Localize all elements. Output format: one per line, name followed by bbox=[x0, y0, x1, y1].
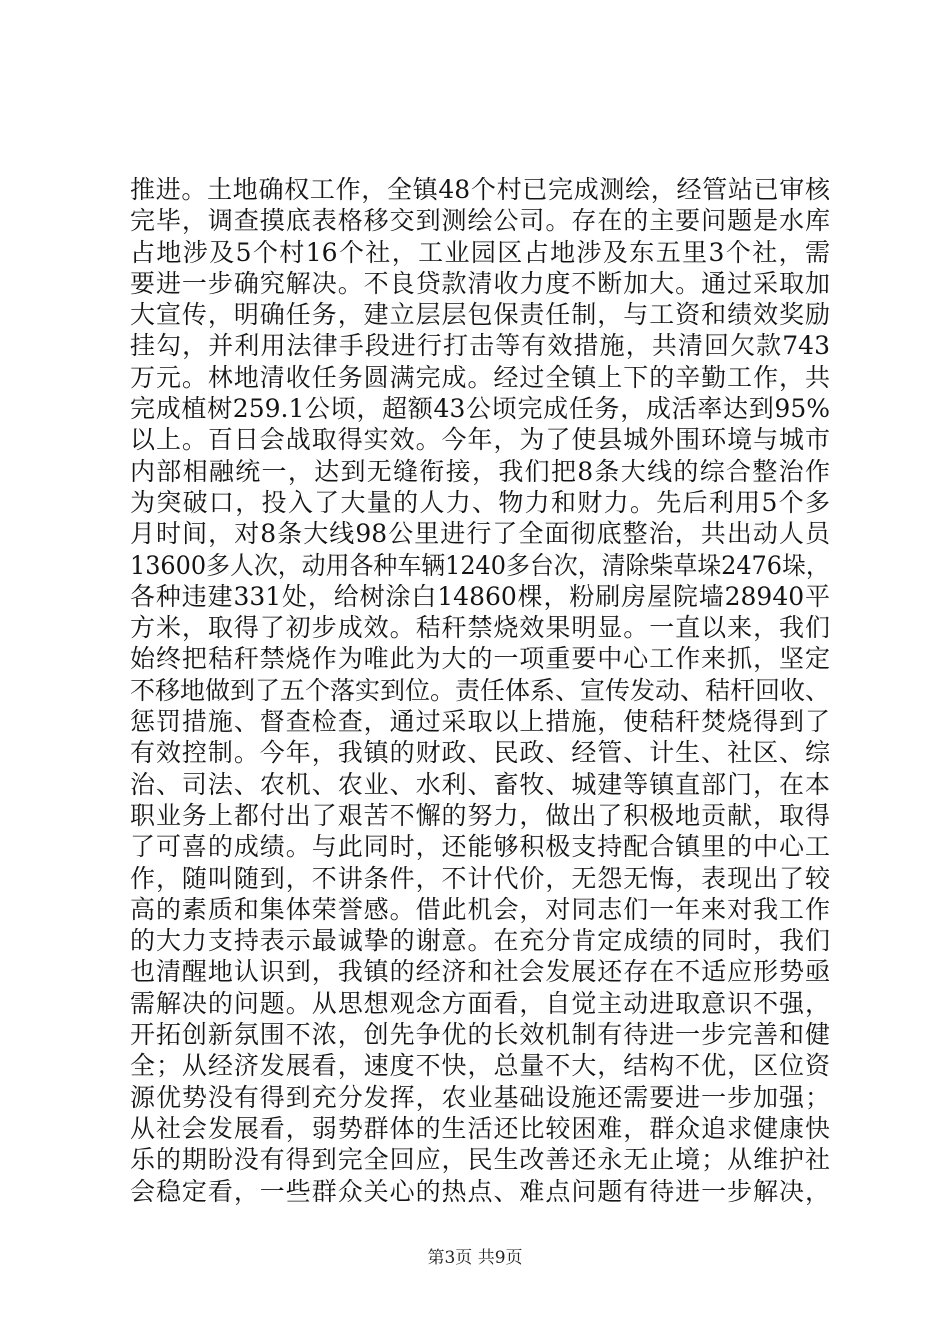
text-line: 的大力支持表示最诚挚的谢意。在充分肯定成绩的同时，我们 bbox=[130, 926, 830, 956]
text-line: 高的素质和集体荣誉感。借此机会，对同志们一年来对我工作 bbox=[130, 894, 830, 924]
text-line: 挂勾，并利用法律手段进行打击等有效措施，共清回欠款743 bbox=[130, 331, 830, 361]
text-line: 大宣传，明确任务，建立层层包保责任制，与工资和绩效奖励 bbox=[130, 300, 830, 330]
text-line: 乐的期盼没有得到完全回应，民生改善还永无止境；从维护社 bbox=[130, 1145, 830, 1175]
text-line: 需解决的问题。从思想观念方面看，自觉主动进取意识不强， bbox=[130, 988, 830, 1018]
text-line: 方米，取得了初步成效。秸秆禁烧效果明显。一直以来，我们 bbox=[130, 613, 830, 643]
text-line: 了可喜的成绩。与此同时，还能够积极支持配合镇里的中心工 bbox=[130, 832, 830, 862]
text-line: 全；从经济发展看，速度不快，总量不大，结构不优，区位资 bbox=[130, 1051, 830, 1081]
text-line: 不移地做到了五个落实到位。责任体系、宣传发动、秸杆回收、 bbox=[130, 675, 831, 705]
text-line: 13600多人次，动用各种车辆1240多台次，清除柴草垛2476垛， bbox=[130, 550, 830, 580]
text-line: 从社会发展看，弱势群体的生活还比较困难，群众追求健康快 bbox=[130, 1113, 830, 1143]
body-paragraph bbox=[130, 174, 830, 1207]
text-line: 占地涉及5个村16个社，工业园区占地涉及东五里3个社，需 bbox=[130, 237, 830, 267]
text-line: 完成植树259.1公顷，超额43公顷完成任务，成活率达到95% bbox=[130, 394, 830, 424]
text-line: 源优势没有得到充分发挥，农业基础设施还需要进一步加强； bbox=[130, 1082, 830, 1112]
text-line: 推进。土地确权工作，全镇48个村已完成测绘，经管站已审核 bbox=[130, 175, 830, 204]
text-line: 要进一步确究解决。不良贷款清收力度不断加大。通过采取加 bbox=[130, 268, 830, 298]
text-line: 始终把秸秆禁烧作为唯此为大的一项重要中心工作来抓，坚定 bbox=[130, 644, 830, 674]
text-line: 内部相融统一，达到无缝衔接，我们把8条大线的综合整治作 bbox=[130, 456, 830, 486]
text-line: 开拓创新氛围不浓，创先争优的长效机制有待进一步完善和健 bbox=[130, 1020, 830, 1050]
text-line: 作，随叫随到，不讲条件，不计代价，无怨无悔，表现出了较 bbox=[130, 863, 830, 893]
text-line: 会稳定看，一些群众关心的热点、难点问题有待进一步解决， bbox=[130, 1176, 830, 1206]
text-line: 为突破口，投入了大量的人力、物力和财力。先后利用5个多 bbox=[130, 487, 830, 517]
text-line: 惩罚措施、督查检查，通过采取以上措施，使秸秆焚烧得到了 bbox=[130, 707, 830, 737]
text-line: 以上。百日会战取得实效。今年，为了使县城外围环境与城市 bbox=[130, 425, 830, 455]
text-line: 月时间，对8条大线98公里进行了全面彻底整治，共出动人员 bbox=[130, 519, 830, 549]
text-line: 各种违建331处，给树涂白14860棵，粉刷房屋院墙28940平 bbox=[130, 581, 830, 611]
text-line: 也清醒地认识到，我镇的经济和社会发展还存在不适应形势亟 bbox=[130, 957, 830, 987]
text-line: 治、司法、农机、农业、水利、畜牧、城建等镇直部门，在本 bbox=[130, 769, 830, 799]
text-line: 完毕，调查摸底表格移交到测绘公司。存在的主要问题是水库 bbox=[130, 206, 830, 236]
text-line: 有效控制。今年，我镇的财政、民政、经管、计生、社区、综 bbox=[130, 738, 830, 768]
text-line: 职业务上都付出了艰苦不懈的努力，做出了积极地贡献，取得 bbox=[130, 800, 830, 830]
page-number-footer: 第3页 共9页 bbox=[427, 1248, 523, 1268]
text-line: 万元。林地清收任务圆满完成。经过全镇上下的辛勤工作，共 bbox=[130, 362, 830, 392]
